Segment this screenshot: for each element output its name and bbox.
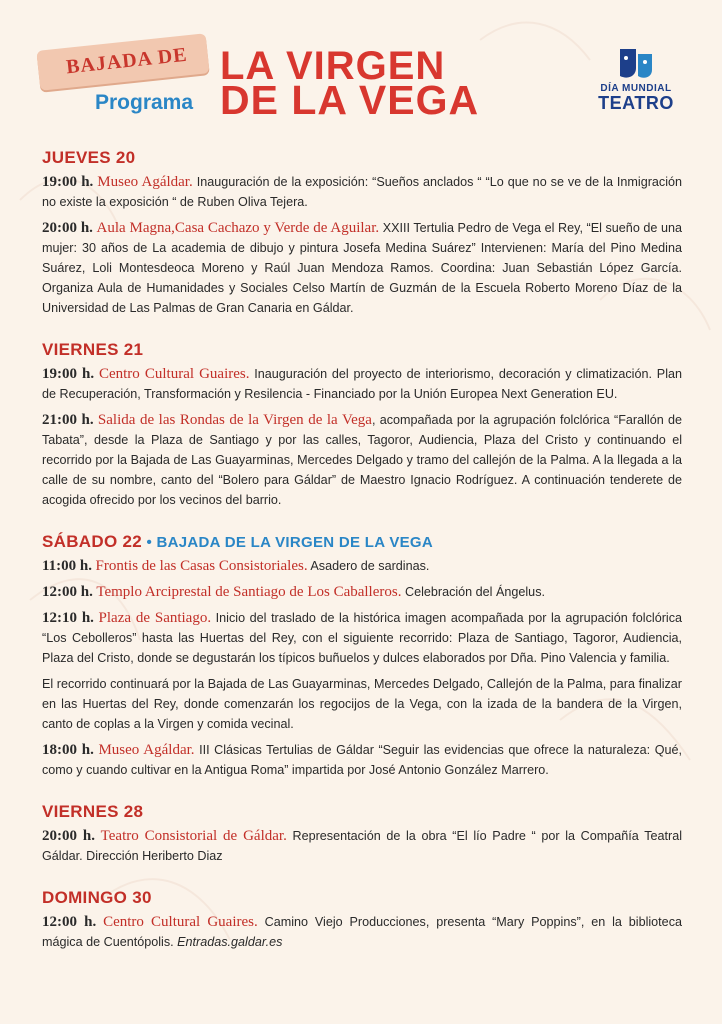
title-line-1: LA VIRGEN [220,44,446,88]
event [42,364,682,404]
day-section [42,340,682,510]
event-time: 19:00 h. [42,174,94,190]
event-time: 20:00 h. [42,828,95,844]
event-time: 21:00 h. [42,412,94,428]
event [42,172,682,212]
day-title: JUEVES 20 [42,148,136,167]
day-title [42,532,682,552]
event-time: 12:10 h. [42,610,94,626]
event [42,740,682,780]
event-continuation [42,674,682,734]
day-title: VIERNES 28 [42,802,144,821]
event [42,582,682,602]
event-place: Plaza de Santiago. [98,610,212,626]
event-time: 18:00 h. [42,742,94,758]
logo-line-2: TEATRO [598,93,674,113]
title-line-2: DE LA VEGA [220,77,480,123]
event [42,218,682,318]
event-text: Inicio del traslado de la histórica imagen acompañada por la agrupación folclórica “Los Cebolleros” hasta las Huertas del Rey, con el siguiente recorrido: Plaza de Santiago, Tagoror, Audiencia, Plaza del Cristo, donde se degustarán los típicos buñuelos y dulces elaborados por Dña. Pino Valencia y familia. [42,611,682,665]
day-title: DOMINGO 30 [42,888,152,907]
day-title: VIERNES 21 [42,340,144,359]
event-text: Inauguración del proyecto de interiorismo, decoración y climatización. Plan de Recuperación, Transformación y Resilencia - Financiado por la Unión Europea Next Generation EU. [42,367,682,401]
event-text: El recorrido continuará por la Bajada de Las Guayarminas, Mercedes Delgado, Callejón de la Palma, para finalizar en las Huertas del Rey, donde comenzarán los regocijos de la Vega, con la izada de la bandera de la Virgen, canto de coplas a la Virgen y comida vecinal. [42,677,682,731]
dia-mundial-teatro-logo [596,46,676,116]
event-time: 19:00 h. [42,366,95,382]
event-place: Frontis de las Casas Consistoriales. [95,558,308,574]
event-place: Aula Magna,Casa Cachazo y Verde de Aguilar. [96,220,380,236]
theatre-masks-icon [616,46,656,82]
header [0,0,722,130]
event [42,556,682,576]
event-text: III Clásicas Tertulias de Gáldar “Seguir las evidencias que ofrece la naturaleza: Qué, como y cuando cultivar en la Antigua Roma” impartida por José Antonio González Marrero. [42,743,682,777]
event-place: Centro Cultural Guaires. [103,914,258,930]
day-subtitle: • BAJADA DE LA VIRGEN DE LA VEGA [142,534,434,551]
event-text: Camino Viejo Producciones, presenta “Mary Poppins”, en la biblioteca mágica de Cuentópolis. [42,915,682,949]
event-time: 12:00 h. [42,914,97,930]
event-text: Representación de la obra “El lío Padre “ por la Compañía Teatral Gáldar. Dirección Heriberto Diaz [42,829,683,863]
programa-subtitle: Programa [95,91,194,114]
event [42,912,682,952]
logo-line-1: DÍA MUNDIAL [600,83,672,94]
event-place: Museo Agáldar. [97,174,193,190]
event [42,410,682,510]
event-text: Celebración del Ángelus. [401,585,545,599]
event-place: Teatro Consistorial de Gáldar. [100,828,287,844]
tickets-link[interactable]: Entradas.galdar.es [177,935,283,949]
ribbon-text: BAJADA DE [65,43,189,79]
event-place: Templo Arciprestal de Santiago de Los Caballeros. [96,584,402,600]
event-text: , acompañada por la agrupación folclórica “Farallón de Tabata”, desde la Plaza de Santiago y por las calles, Tagoror, Audiencia, Plaza del Cristo y continuando el recorrido por la Bajada de Las Guayarminas, Mercedes Delgado y tramo del callejón de la Palma. A la llegada a la calle de su nombre, canto del “Bolero para Gáldar” de Maestro Ignacio Rodríguez. A continuación tenderete de acogida ofrecido por los vecinos del barrio. [42,413,683,507]
event-text: Inauguración de la exposición: “Sueños anclados “ “Lo que no se ve de la Inmigración no existe la exposición “ de Ruben Oliva Tejera. [42,175,682,209]
program-content [42,148,682,974]
event-time: 11:00 h. [42,558,93,574]
day-section [42,802,682,866]
event [42,608,682,668]
event-time: 20:00 h. [42,220,93,236]
day-section [42,148,682,318]
event-text: XXIII Tertulia Pedro de Vega el Rey, “El sueño de una mujer: 30 años de La academia de dibujo y pintura Josefa Medina Suárez” Intervienen: María del Pino Medina Suárez, Loli Montesdeoca Moreno y Raúl Juan Mendoza Ramos. Coordina: Juan Sebastián López García. Organiza Aula de Humanidades y Sociales Celso Martín de Guzmán de la Escuela Roberto Moreno Díaz de la Universidad de Las Palmas de Gran Canaria en Gáldar. [42,221,682,315]
event-place: Centro Cultural Guaires. [98,366,250,382]
day-title-text: SÁBADO 22 [42,532,143,551]
day-section [42,532,682,780]
event-place: Salida de las Rondas de la Virgen de la Vega [97,412,372,428]
event-place: Museo Agáldar. [98,742,195,758]
day-section [42,888,682,952]
event-text: Asadero de sardinas. [307,559,430,573]
event-time: 12:00 h. [42,584,93,600]
event [42,826,682,866]
